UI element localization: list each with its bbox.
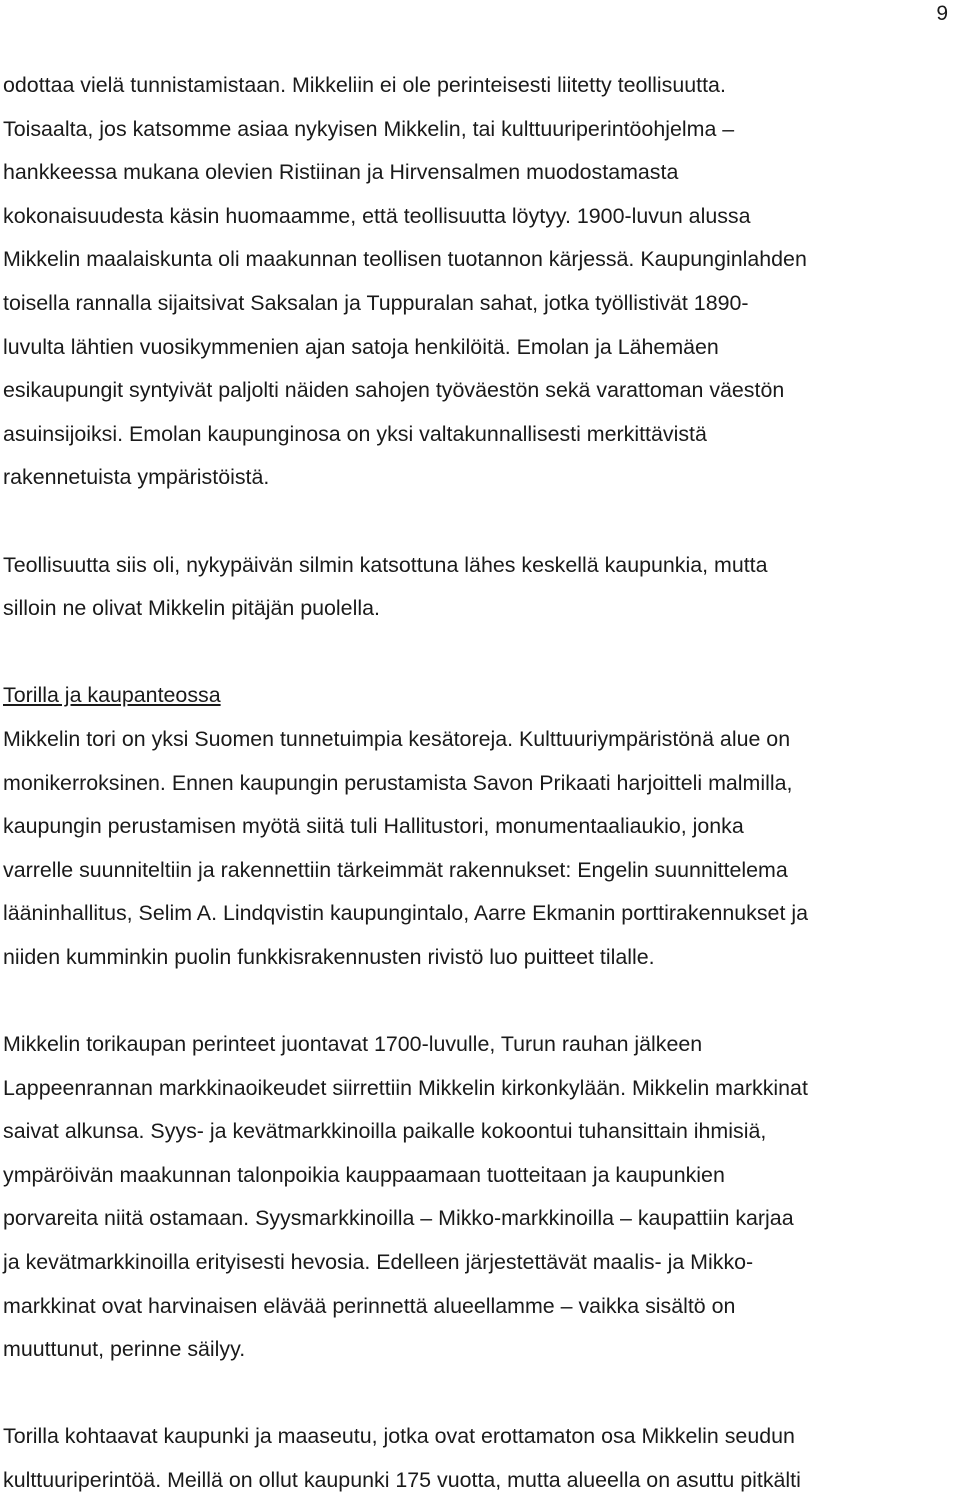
text-line: Torilla kohtaavat kaupunki ja maaseutu, jotka ovat erottamaton osa Mikkelin seudun: [3, 1424, 795, 1449]
text-line: luvulta lähtien vuosikymmenien ajan satoja henkilöitä. Emolan ja Lähemäen: [3, 334, 719, 359]
text-line: Toisaalta, jos katsomme asiaa nykyisen Mikkelin, tai kulttuuriperintöohjelma –: [3, 116, 735, 141]
paragraph-market-tradition: [3, 1023, 953, 1372]
paragraph-market-square: [3, 674, 953, 979]
text-line: niiden kumminkin puolin funkkisrakennusten rivistö luo puitteet tilalle.: [3, 944, 655, 969]
page-number: 9: [936, 2, 948, 25]
text-line: kokonaisuudesta käsin huomaamme, että teollisuutta löytyy. 1900-luvun alussa: [3, 203, 751, 228]
text-line: kaupungin perustamisen myötä siitä tuli Hallitustori, monumentaaliaukio, jonka: [3, 814, 744, 839]
document-body: [3, 64, 953, 1503]
text-line: varrelle suunniteltiin ja rakennettiin tärkeimmät rakennukset: Engelin suunnittelema: [3, 857, 788, 882]
text-line: odottaa vielä tunnistamistaan. Mikkeliin ei ole perinteisesti liitetty teollisuutta.: [3, 73, 726, 97]
text-line: muuttunut, perinne säilyy.: [3, 1337, 246, 1362]
text-line: porvareita niitä ostamaan. Syysmarkkinoilla – Mikko-markkinoilla – kaupattiin karjaa: [3, 1206, 794, 1231]
text-line: Lappeenrannan markkinaoikeudet siirrettiin Mikkelin kirkonkylään. Mikkelin markkinat: [3, 1075, 808, 1100]
text-line: ympäröivän maakunnan talonpoikia kauppaamaan tuotteitaan ja kaupunkien: [3, 1162, 725, 1187]
paragraph-town-and-country: [3, 1415, 953, 1502]
text-line: monikerroksinen. Ennen kaupungin perustamista Savon Prikaati harjoitteli malmilla,: [3, 770, 793, 795]
paragraph-gap: [3, 631, 953, 675]
text-line: saivat alkunsa. Syys- ja kevätmarkkinoilla paikalle kokoontui tuhansittain ihmisiä,: [3, 1119, 767, 1144]
text-line: markkinat ovat harvinaisen elävää perinnettä alueellamme – vaikka sisältö on: [3, 1293, 736, 1318]
text-line: rakennetuista ympäristöistä.: [3, 465, 270, 490]
text-line: kulttuuriperintöä. Meillä on ollut kaupunki 175 vuotta, mutta alueella on asuttu pitkälti: [3, 1468, 801, 1492]
text-line: Mikkelin tori on yksi Suomen tunnetuimpia kesätoreja. Kulttuuriympäristönä alue on: [3, 726, 791, 751]
text-line: toisella rannalla sijaitsivat Saksalan ja Tuppuralan sahat, jotka työllistivät 1890-: [3, 290, 749, 315]
text-line: silloin ne olivat Mikkelin pitäjän puolella.: [3, 596, 380, 621]
paragraph-gap: [3, 979, 953, 1023]
text-line: lääninhallitus, Selim A. Lindqvistin kaupungintalo, Aarre Ekmanin porttirakennukset ja: [3, 901, 808, 926]
paragraph-industry-location: [3, 544, 953, 631]
text-line: ja kevätmarkkinoilla erityisesti hevosia. Edelleen järjestettävät maalis- ja Mikko-: [3, 1250, 754, 1275]
text-line: Mikkelin torikaupan perinteet juontavat 1700-luvulle, Turun rauhan jälkeen: [3, 1032, 703, 1057]
paragraph-gap: [3, 1372, 953, 1416]
text-line: hankkeessa mukana olevien Ristiinan ja Hirvensalmen muodostamasta: [3, 160, 679, 185]
paragraph-gap: [3, 500, 953, 544]
paragraph-industry: [3, 64, 953, 500]
text-line: Teollisuutta siis oli, nykypäivän silmin katsottuna lähes keskellä kaupunkia, mutta: [3, 552, 768, 577]
section-heading: Torilla ja kaupanteossa: [3, 683, 221, 708]
text-line: esikaupungit syntyivät paljolti näiden sahojen työväestön sekä varattoman väestön: [3, 378, 785, 403]
text-line: Mikkelin maalaiskunta oli maakunnan teollisen tuotannon kärjessä. Kaupunginlahden: [3, 247, 807, 272]
text-line: asuinsijoiksi. Emolan kaupunginosa on yksi valtakunnallisesti merkittävistä: [3, 421, 707, 446]
